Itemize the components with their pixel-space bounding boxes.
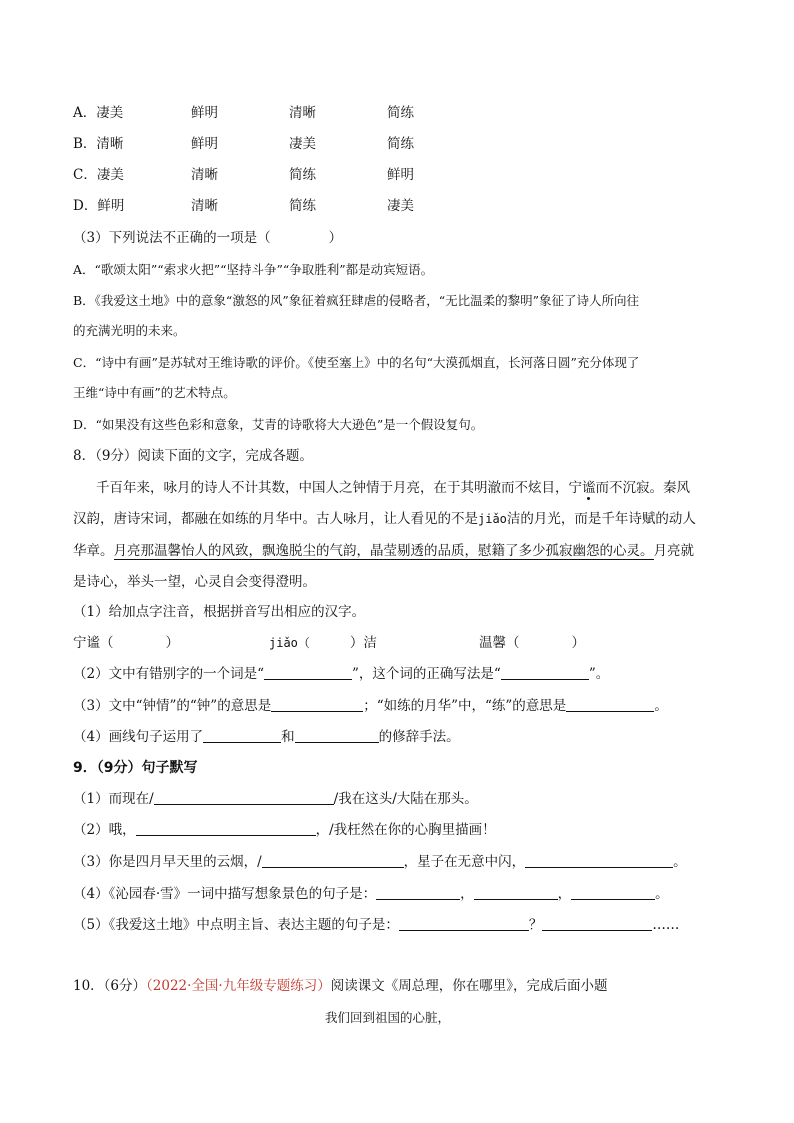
sub-text: （5）《我爱这土地》中点明主旨、表达主题的句子是： [73, 917, 399, 933]
sub-text: ”。 [588, 666, 610, 682]
fill-blank[interactable] [501, 665, 589, 680]
q3-option-c-line1: C．“诗中有画”是苏轼对王维诗歌的评价。《使至塞上》中的名句“大漠孤烟直，长河落日圆”充分体现了 [73, 355, 640, 370]
fill-blank[interactable] [295, 728, 379, 743]
q3-option-c-line2: 王维“诗中有画”的艺术特点。 [73, 385, 236, 400]
q8-passage-line2 [73, 509, 696, 529]
item-end: ） [165, 635, 179, 651]
pinyin: jiǎo [478, 512, 507, 526]
option-word: 清晰 [289, 105, 316, 121]
q3-stem-end: ） [328, 230, 343, 246]
option-word: 清晰 [191, 167, 218, 183]
sub-text: ， [557, 886, 572, 902]
item-end: ）洁 [349, 635, 377, 651]
option-word: 鲜明 [387, 167, 414, 183]
sub-text: ”，这个词的正确写法是“ [352, 666, 501, 682]
fill-blank[interactable] [376, 885, 460, 900]
option-label: D．鲜明 [73, 198, 125, 214]
sub-text: （3）文中“钟情”的“钟”的意思是 [73, 698, 272, 714]
sub-text: （3）你是四月早天里的云烟，/ [73, 854, 262, 870]
passage-text: 汉韵，唐诗宋词，都融在如练的月华中。古人咏月，让人看见的不是 [73, 511, 478, 527]
item-end: ） [571, 635, 585, 651]
q10-poem-line: 我们回到祖国的心脏， [325, 1010, 451, 1025]
option-word: 简练 [387, 136, 414, 152]
option-word: 简练 [289, 167, 316, 183]
option-word: 清晰 [191, 198, 218, 214]
q9-line1 [73, 789, 478, 809]
fill-blank[interactable] [525, 853, 673, 868]
option-d-row [73, 196, 414, 216]
sub-text: …… [652, 917, 680, 933]
sub-text: 的修辞手法。 [378, 729, 460, 745]
sub-text: ？ [528, 917, 543, 933]
q8-sub2 [73, 664, 609, 684]
passage-text: 千百年来，咏月的诗人不计其数，中国人之钟情于月亮，在于其明澈而不炫目，宁 [96, 480, 582, 496]
q3-stem-text: （3）下列说法不正确的一项是（ [73, 230, 271, 246]
q3-option-d: D．“如果没有这些色彩和意象，艾青的诗歌将大大逊色”是一个假设复句。 [73, 417, 484, 432]
sub-text: 和 [281, 729, 295, 745]
fill-blank[interactable] [203, 728, 281, 743]
question-source: （2022·全国·九年级专题练习） [146, 978, 331, 994]
option-word: 凄美 [289, 136, 316, 152]
fill-blank[interactable] [474, 885, 558, 900]
option-a-row [73, 103, 414, 123]
option-word: 鲜明 [191, 136, 218, 152]
q8-sub1-items [73, 633, 585, 653]
item-label: 温馨（ [479, 635, 520, 651]
q3-stem [73, 228, 342, 248]
option-label: C．凄美 [73, 167, 124, 183]
q9-line2 [73, 820, 496, 840]
item-label: 宁谧（ [73, 635, 114, 651]
q8-sub4 [73, 727, 460, 747]
sub-text: （4）《沁园春·雪》一词中描写想象景色的句子是： [73, 886, 377, 902]
item-label: jiǎo（ [269, 636, 310, 650]
dotted-char: 谧 [582, 480, 596, 496]
sub-text: （2）文中有错别字的一个词是“ [73, 666, 264, 682]
fill-blank[interactable] [154, 790, 334, 805]
q3-option-b-line2: 的充满光明的未来。 [73, 323, 186, 338]
underlined-sentence: 月亮那温馨怡人的风致，飘逸脱尘的气韵，晶莹剔透的品质，慰籍了多少孤寂幽怨的心灵。 [113, 543, 654, 559]
fill-blank[interactable] [399, 916, 529, 931]
q8-passage-line1 [96, 478, 690, 498]
q3-option-b-line1: B．《我爱这土地》中的意象“激怒的风”象征着疯狂肆虐的侵略者，“无比温柔的黎明”象征了诗人所向往 [73, 293, 639, 308]
sub-text: （2）哦， [73, 822, 136, 838]
option-word: 鲜明 [191, 105, 218, 121]
passage-text: 华章。 [73, 543, 114, 559]
sub-text: （4）画线句子运用了 [73, 729, 204, 745]
sub-text: ，/我枉然在你的心胸里描画！ [315, 822, 496, 838]
passage-text: 洁的月光，而是千年诗赋的动人 [506, 511, 696, 527]
sub-text: ， [460, 886, 474, 902]
q8-sub1: （1）给加点字注音，根据拼音写出相应的汉字。 [73, 604, 366, 620]
q8-heading: 8．（9分）阅读下面的文字，完成各题。 [73, 448, 313, 464]
q3-option-a: A．“歌颂太阳”“索求火把”“坚持斗争”“争取胜利”都是动宾短语。 [73, 262, 434, 277]
q10-heading [73, 976, 607, 996]
fill-blank[interactable] [264, 665, 352, 680]
sub-text: ，星子在无意中闪， [403, 854, 526, 870]
option-word: 简练 [289, 198, 316, 214]
sub-text: 。 [673, 854, 687, 870]
fill-blank[interactable] [566, 697, 654, 712]
sub-text: 。 [655, 886, 669, 902]
option-c-row [73, 165, 414, 185]
sub-text: /我在这头/大陆在那头。 [333, 791, 478, 807]
q9-line4 [73, 884, 669, 904]
fill-blank[interactable] [571, 885, 655, 900]
sub-text: ；“如练的月华”中，“练”的意思是 [363, 698, 567, 714]
sub-text: 。 [654, 698, 668, 714]
option-label: B．清晰 [73, 136, 124, 152]
passage-text: 而不沉寂。秦风 [595, 480, 690, 496]
q9-line3 [73, 852, 687, 872]
q8-passage-line3 [73, 541, 694, 561]
option-word: 凄美 [387, 198, 414, 214]
fill-blank[interactable] [271, 697, 363, 712]
q8-passage-line4: 是诗心，举头一望，心灵自会变得澄明。 [73, 574, 316, 590]
q9-line5 [73, 915, 679, 935]
fill-blank[interactable] [542, 916, 652, 931]
sub-text: （1）而现在/ [73, 791, 154, 807]
option-b-row [73, 134, 414, 154]
option-word: 简练 [387, 105, 414, 121]
fill-blank[interactable] [262, 853, 404, 868]
question-number: 10．（6分） [73, 978, 147, 994]
question-text: 阅读课文《周总理，你在哪里》，完成后面小题 [330, 978, 608, 994]
passage-text: 月亮就 [653, 543, 694, 559]
option-label: A．凄美 [73, 105, 124, 121]
q9-heading: 9．（9分）句子默写 [73, 760, 198, 776]
q8-sub3 [73, 696, 668, 716]
fill-blank[interactable] [136, 821, 316, 836]
